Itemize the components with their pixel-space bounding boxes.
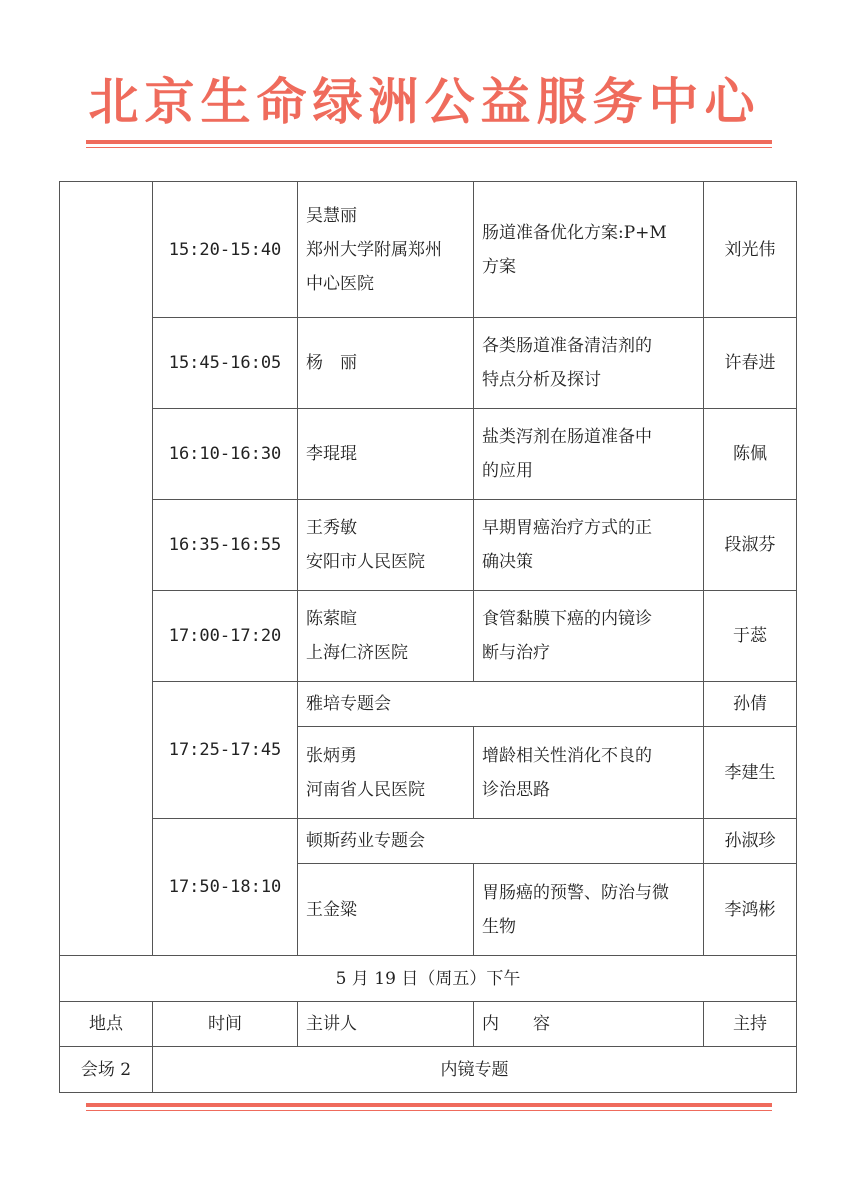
- table-header-row: [60, 1002, 797, 1047]
- time-cell: 16:10-16:30: [153, 409, 298, 500]
- topic-line: 方案: [482, 256, 516, 277]
- host-cell: 孙淑珍: [704, 819, 797, 864]
- venue-theme: 内镜专题: [153, 1047, 797, 1093]
- topic-cell: [474, 182, 704, 318]
- topic-line: 诊治思路: [482, 779, 550, 800]
- table-row: [60, 500, 797, 591]
- header-host: 主持: [704, 1002, 797, 1047]
- host-cell: 李鸿彬: [704, 864, 797, 956]
- speaker-name: 王金粱: [306, 899, 357, 920]
- table-row: [60, 182, 797, 318]
- topic-cell: [474, 591, 704, 682]
- footer-divider: [86, 1103, 772, 1111]
- topic-line: 早期胃癌治疗方式的正: [482, 518, 652, 538]
- session-title-row: [60, 819, 797, 864]
- speaker-cell: [298, 409, 474, 500]
- speaker-name: 李琨琨: [306, 444, 357, 464]
- host-cell: 刘光伟: [704, 182, 797, 318]
- topic-line: 断与治疗: [482, 643, 550, 663]
- place-cell-empty: [60, 182, 153, 956]
- topic-line: 的应用: [482, 461, 533, 481]
- host-cell: 李建生: [704, 727, 797, 819]
- speaker-cell: [298, 591, 474, 682]
- topic-cell: [474, 318, 704, 409]
- speaker-cell: [298, 318, 474, 409]
- topic-line: 肠道准备优化方案:P+M: [482, 222, 667, 243]
- time-cell: 17:25-17:45: [153, 682, 298, 819]
- topic-cell: [474, 864, 704, 956]
- venue-cell: 会场 2: [60, 1047, 153, 1093]
- speaker-affiliation: 安阳市人民医院: [306, 552, 425, 572]
- session-title: 顿斯药业专题会: [298, 819, 704, 864]
- topic-cell: [474, 727, 704, 819]
- header-place: 地点: [60, 1002, 153, 1047]
- speaker-affiliation: 郑州大学附属郑州: [306, 239, 442, 260]
- header-speaker: 主讲人: [298, 1002, 474, 1047]
- speaker-affiliation: 中心医院: [306, 273, 374, 294]
- topic-line: 盐类泻剂在肠道准备中: [482, 427, 652, 447]
- topic-line: 胃肠癌的预警、防治与微: [482, 882, 669, 903]
- speaker-affiliation: 河南省人民医院: [306, 779, 425, 800]
- day-heading: 5 月 19 日（周五）下午: [60, 956, 797, 1002]
- speaker-name: 杨 丽: [306, 353, 357, 373]
- time-cell: 16:35-16:55: [153, 500, 298, 591]
- table-row: [60, 591, 797, 682]
- host-cell: 孙倩: [704, 682, 797, 727]
- topic-cell: [474, 500, 704, 591]
- time-cell: 17:00-17:20: [153, 591, 298, 682]
- speaker-cell: [298, 727, 474, 819]
- schedule-table: [59, 181, 797, 1093]
- host-cell: 许春进: [704, 318, 797, 409]
- speaker-cell: [298, 500, 474, 591]
- topic-cell: [474, 409, 704, 500]
- speaker-cell: [298, 182, 474, 318]
- day-heading-row: [60, 956, 797, 1002]
- topic-line: 确决策: [482, 552, 533, 572]
- speaker-name: 张炳勇: [306, 745, 357, 766]
- topic-line: 食管黏膜下癌的内镜诊: [482, 609, 652, 629]
- time-cell: 15:45-16:05: [153, 318, 298, 409]
- speaker-name: 陈萦暄: [306, 609, 357, 629]
- table-row: [60, 409, 797, 500]
- venue-row: [60, 1047, 797, 1093]
- speaker-affiliation: 上海仁济医院: [306, 643, 408, 663]
- topic-line: 生物: [482, 916, 516, 937]
- session-title-row: [60, 682, 797, 727]
- time-cell: 15:20-15:40: [153, 182, 298, 318]
- speaker-name: 王秀敏: [306, 518, 357, 538]
- letterhead-title: 北京生命绿洲公益服务中心: [88, 73, 761, 131]
- host-cell: 段淑芬: [704, 500, 797, 591]
- session-title: 雅培专题会: [298, 682, 704, 727]
- header-time: 时间: [153, 1002, 298, 1047]
- table-row: [60, 318, 797, 409]
- topic-line: 特点分析及探讨: [482, 370, 601, 390]
- speaker-name: 吴慧丽: [306, 205, 357, 226]
- host-cell: 陈佩: [704, 409, 797, 500]
- topic-line: 增龄相关性消化不良的: [482, 745, 652, 766]
- speaker-cell: [298, 864, 474, 956]
- time-cell: 17:50-18:10: [153, 819, 298, 956]
- header-content: 内 容: [474, 1002, 704, 1047]
- host-cell: 于蕊: [704, 591, 797, 682]
- topic-line: 各类肠道准备清洁剂的: [482, 336, 652, 356]
- letterhead-divider: [86, 140, 772, 148]
